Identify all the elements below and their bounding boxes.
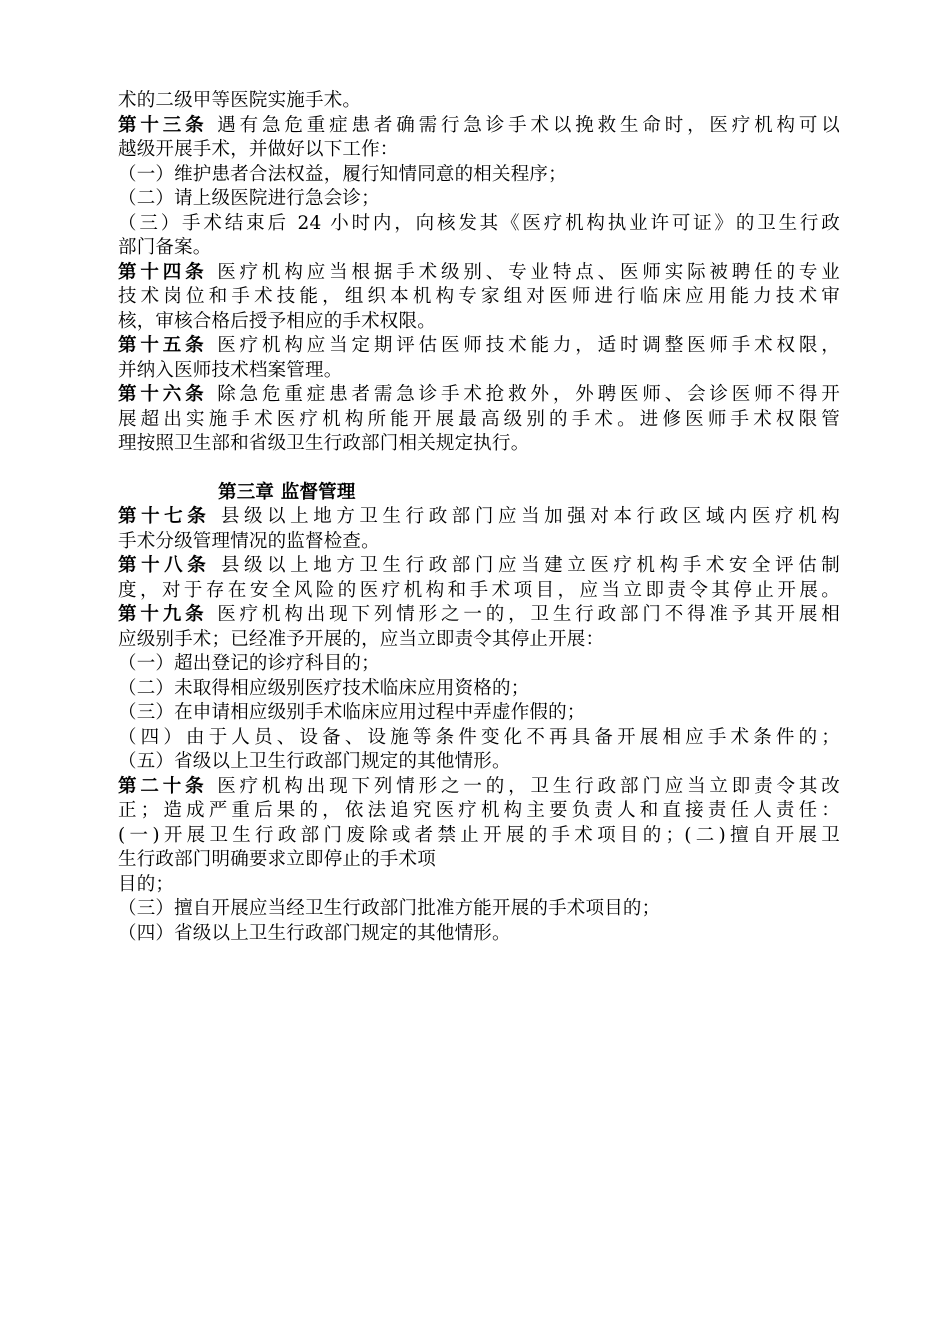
list-item: （五）省级以上卫生行政部门规定的其他情形。 bbox=[118, 751, 511, 772]
text-line: 应级别手术；已经准予开展的，应当立即责令其停止开展： bbox=[118, 628, 605, 650]
article-15-line: 第十五条 医疗机构应当定期评估医师技术能力，适时调整医师手术权限， bbox=[118, 335, 840, 356]
article-number: 第十七条 bbox=[118, 506, 211, 527]
text-line: 手术分级管理情况的监督检查。 bbox=[118, 530, 380, 552]
list-item: （三）在申请相应级别手术临床应用过程中弄虚作假的； bbox=[118, 702, 586, 723]
article-14-line: 第十四条 医疗机构应当根据手术级别、专业特点、医师实际被聘任的专业 bbox=[118, 261, 840, 283]
text-line: 术的二级甲等医院实施手术。 bbox=[118, 90, 362, 111]
article-number: 第十八条 bbox=[118, 555, 211, 576]
section-block-2 bbox=[118, 505, 840, 946]
text-line: 目的； bbox=[118, 873, 175, 895]
document-page bbox=[118, 89, 840, 946]
article-20-line: 第二十条 医疗机构出现下列情形之一的，卫生行政部门应当立即责令其改 bbox=[118, 775, 840, 797]
list-item: （四）由于人员、设备、设施等条件变化不再具备开展相应手术条件的； bbox=[118, 726, 840, 748]
list-item: （一）超出登记的诊疗科目的； bbox=[118, 653, 380, 674]
article-17-line: 第十七条 县级以上地方卫生行政部门应当加强对本行政区域内医疗机构 bbox=[118, 506, 840, 527]
text-line: 技术岗位和手术技能，组织本机构专家组对医师进行临床应用能力技术审 bbox=[118, 286, 840, 307]
text-line: 度，对于存在安全风险的医疗机构和手术项目，应当立即责令其停止开展。 bbox=[118, 579, 840, 601]
list-item: （二）未取得相应级别医疗技术临床应用资格的； bbox=[118, 677, 530, 699]
text-line: 部门备案。 bbox=[118, 237, 212, 258]
article-19-line: 第十九条 医疗机构出现下列情形之一的，卫生行政部门不得准予其开展相 bbox=[118, 604, 840, 625]
article-number: 第十三条 bbox=[118, 114, 208, 136]
list-item: (一)开展卫生行政部门废除或者禁止开展的手术项目的；(二)擅自开展卫 bbox=[118, 824, 840, 846]
list-item: （二）请上级医院进行急会诊； bbox=[118, 188, 380, 209]
text-line: 展超出实施手术医疗机构所能开展最高级别的手术。进修医师手术权限管 bbox=[118, 408, 840, 430]
article-number: 第十五条 bbox=[118, 335, 208, 356]
article-18-line: 第十八条 县级以上地方卫生行政部门应当建立医疗机构手术安全评估制 bbox=[118, 555, 840, 576]
list-item: （三）擅自开展应当经卫生行政部门批准方能开展的手术项目的； bbox=[118, 898, 661, 919]
section-block-1 bbox=[118, 89, 840, 457]
list-item: （一）维护患者合法权益，履行知情同意的相关程序； bbox=[118, 163, 567, 185]
text-line: 生行政部门明确要求立即停止的手术项 bbox=[118, 849, 436, 870]
chapter-title: 第三章 监督管理 bbox=[218, 481, 356, 503]
article-number: 第十九条 bbox=[118, 604, 208, 625]
article-number: 第二十条 bbox=[118, 775, 208, 797]
text-line: 并纳入医师技术档案管理。 bbox=[118, 359, 343, 381]
text-line: 核，审核合格后授予相应的手术权限。 bbox=[118, 310, 436, 332]
text-line: 理按照卫生部和省级卫生行政部门相关规定执行。 bbox=[118, 433, 530, 454]
article-13-line: 第十三条 遇有急危重症患者确需行急诊手术以挽救生命时，医疗机构可以 bbox=[118, 114, 840, 136]
article-number: 第十六条 bbox=[118, 384, 208, 405]
list-item: （三）手术结束后 24 小时内，向核发其《医疗机构执业许可证》的卫生行政 bbox=[118, 212, 840, 234]
article-number: 第十四条 bbox=[118, 261, 208, 283]
list-item: （四）省级以上卫生行政部门规定的其他情形。 bbox=[118, 922, 511, 944]
article-16-line: 第十六条 除急危重症患者需急诊手术抢救外，外聘医师、会诊医师不得开 bbox=[118, 384, 840, 405]
text-line: 正；造成严重后果的，依法追究医疗机构主要负责人和直接责任人责任： bbox=[118, 800, 840, 821]
text-line: 越级开展手术，并做好以下工作： bbox=[118, 139, 399, 160]
